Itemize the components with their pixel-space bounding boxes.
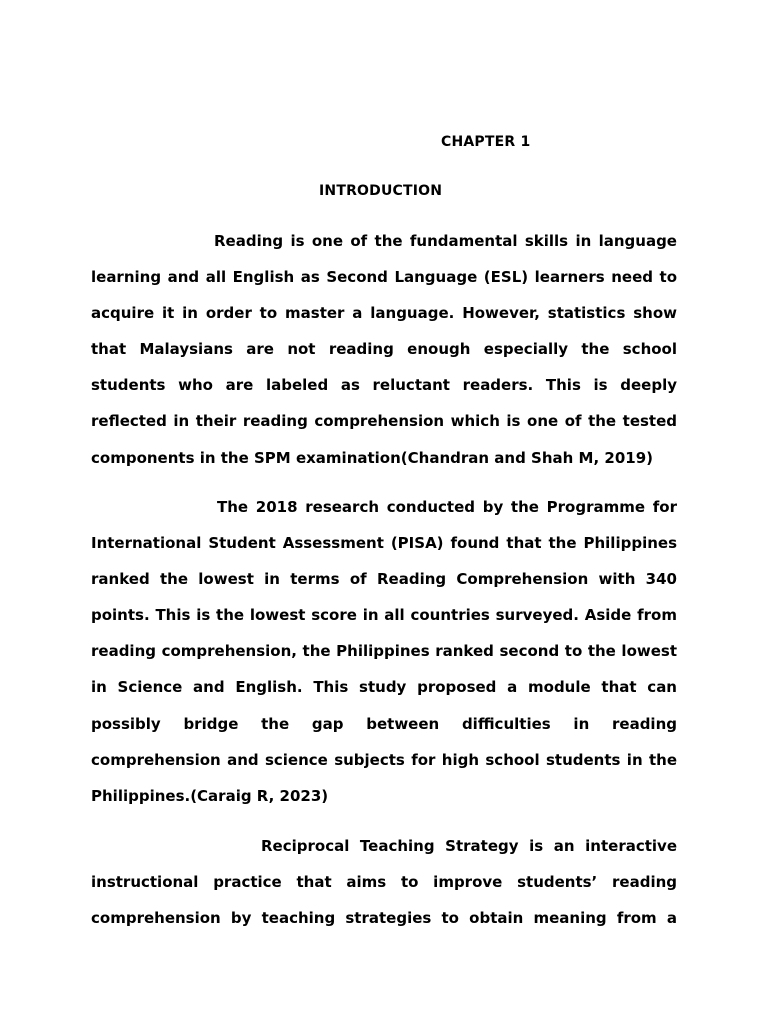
paragraph-pisa-research: The 2018 research conducted by the Programme for International Student Assessment (PISA) found that the Philippines ranked the lowest in terms of Reading Comprehension with 340 points. This is the lowest score in all countries surveyed. Aside from reading comprehension, the Philippines ranked second to the lowest in Science and English. This study proposed a module that can possibly bridge the gap between difficulties in reading comprehension and science subjects for high school students in the Philippines.(Caraig R, 2023)	[91, 498, 677, 805]
section-title: INTRODUCTION	[319, 183, 443, 199]
chapter-label: CHAPTER 1	[441, 134, 531, 150]
paragraph-reciprocal-teaching: Reciprocal Teaching Strategy is an interactive instructional practice that aims to improve students’ reading comprehension by teaching strategies to obtain meaning from a	[91, 837, 677, 928]
paragraph-reading-skills: Reading is one of the fundamental skills in language learning and all English as Second Language (ESL) learners need to acquire it in order to master a language. However, statistics show that Malaysians are not reading enough especially the school students who are labeled as reluctant readers. This is deeply reflected in their reading comprehension which is one of the tested components in the SPM examination(Chandran and Shah M, 2019)	[91, 232, 677, 467]
